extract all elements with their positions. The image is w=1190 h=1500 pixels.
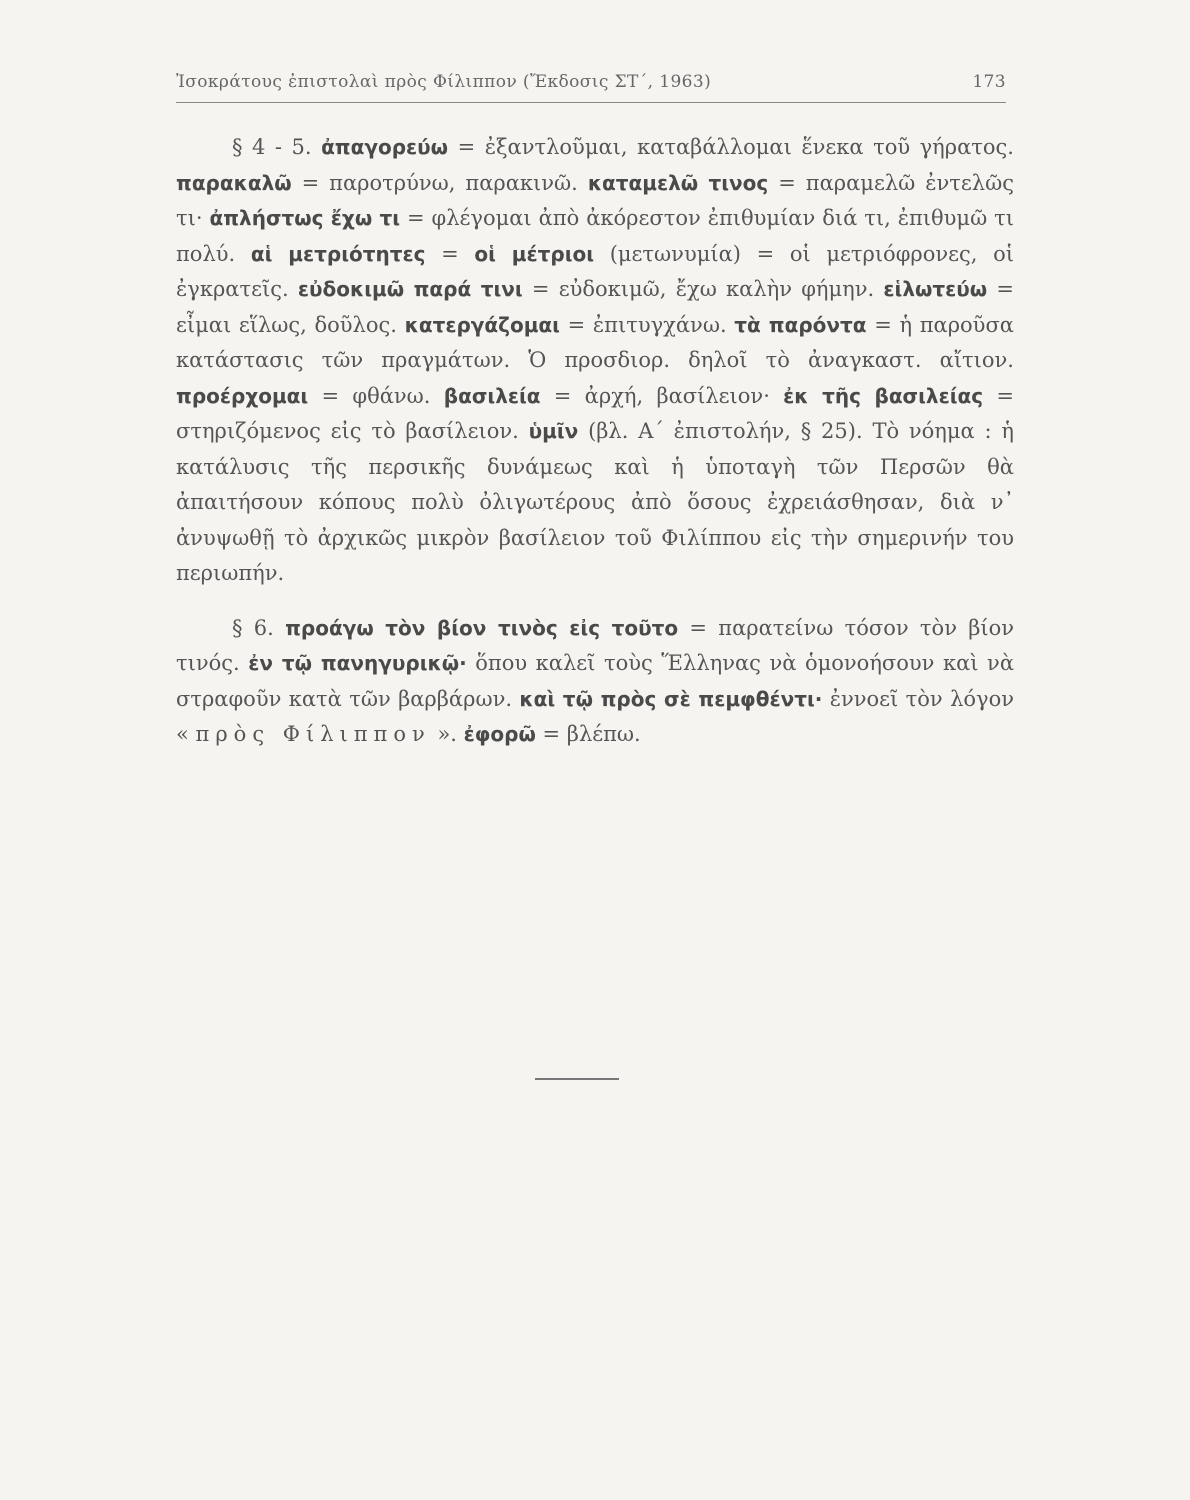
gloss-text: = ἡ παροῦσα κατάστασις τῶν πραγμάτων. Ὁ προσδιορ. δηλοῖ τὸ ἀναγκαστ. αἴτιον. bbox=[176, 312, 1014, 372]
gloss-text: § 4 - 5. bbox=[232, 135, 322, 159]
gloss-text: = παραμελῶ ἐντελῶς τι· bbox=[176, 170, 1014, 230]
spaced-title: πρὸς Φίλιππον bbox=[195, 722, 431, 746]
lemma-term: ἐκ τῆς βασιλείας bbox=[783, 383, 984, 408]
gloss-text: = παροτρύνω, παρακινῶ. bbox=[291, 170, 588, 195]
page-header bbox=[176, 72, 1006, 92]
header-rule bbox=[176, 102, 1006, 103]
lemma-term: καὶ τῷ πρὸς σὲ πεμφθέντι· bbox=[519, 686, 823, 711]
gloss-text: = ἐξαντλοῦμαι, καταβάλλομαι ἕνεκα τοῦ γήρατος. bbox=[448, 135, 1014, 159]
closing-rule bbox=[535, 1078, 619, 1080]
lemma-term: ἀπαγορεύω bbox=[321, 135, 449, 159]
running-title: Ἰσοκράτους ἐπιστολαὶ πρὸς Φίλιππον (Ἔκδοσις ΣΤ΄, 1963) bbox=[176, 72, 712, 92]
gloss-text: = φθάνω. bbox=[308, 383, 444, 408]
paragraph-section-6 bbox=[176, 611, 1014, 753]
lemma-term: προέρχομαι bbox=[176, 383, 309, 408]
lemma-term: βασιλεία bbox=[443, 383, 541, 408]
gloss-text: = ἀρχή, βασίλειον· bbox=[540, 383, 784, 408]
gloss-text: = ἐπιτυγχάνω. bbox=[559, 312, 735, 337]
paragraph-section-4-5 bbox=[176, 130, 1014, 592]
lemma-term: ἀπλήστως ἔχω τι bbox=[209, 206, 400, 230]
lemma-term: ἐν τῷ πανηγυρικῷ· bbox=[248, 651, 467, 675]
lemma-term: ἐφορῶ bbox=[463, 722, 536, 746]
lemma-term: ὑμῖν bbox=[528, 419, 579, 443]
lemma-term: κατεργάζομαι bbox=[404, 312, 560, 337]
gloss-text: ἐννοεῖ τὸν λόγον « bbox=[176, 686, 1014, 746]
gloss-text: = στηριζόμενος εἰς τὸ βασίλειον. bbox=[176, 383, 1014, 443]
lemma-term: εὐδοκιμῶ παρά τινι bbox=[297, 277, 523, 301]
gloss-text: ὅπου καλεῖ τοὺς Ἕλληνας νὰ ὁμονοήσουν καὶ νὰ στραφοῦν κατὰ τῶν βαρβάρων. bbox=[176, 651, 1015, 711]
page-number: 173 bbox=[972, 72, 1006, 92]
lemma-term: οἱ μέτριοι bbox=[474, 241, 595, 266]
gloss-text: = bbox=[425, 241, 475, 266]
lemma-term: παρακαλῶ bbox=[176, 170, 292, 195]
gloss-text: § 6. bbox=[232, 615, 286, 640]
gloss-text: = φλέγομαι ἀπὸ ἀκόρεστον ἐπιθυμίαν διά τι, ἐπιθυμῶ τι πολύ. bbox=[176, 206, 1015, 266]
lemma-term: τὰ παρόντα bbox=[734, 312, 867, 337]
gloss-text: = παρατείνω τόσον τὸν βίον τινός. bbox=[176, 615, 1015, 675]
gloss-text: = εὐδοκιμῶ, ἔχω καλὴν φήμην. bbox=[522, 277, 884, 301]
gloss-text: = εἶμαι εἵλως, δοῦλος. bbox=[176, 277, 1014, 337]
gloss-text: = βλέπω. bbox=[535, 722, 641, 746]
lemma-term: εἱλωτεύω bbox=[883, 277, 988, 301]
gloss-text: (βλ. Α΄ ἐπιστολήν, § 25). Τὸ νόημα : ἡ κατάλυσις τῆς περσικῆς δυνάμεως καὶ ἡ ὑποταγὴ τῶν Περσῶν θὰ ἀπαιτήσουν κόπους πολὺ ὀλιγωτέρους ἀπὸ ὅσους ἐχρειάσθησαν, διὰ ν᾿ ἀνυψωθῇ τὸ ἀρχικῶς μικρὸν βασίλειον τοῦ Φιλίππου εἰς τὴν σημερινήν του περιωπήν. bbox=[176, 419, 1014, 585]
lemma-term: καταμελῶ τινος bbox=[587, 170, 769, 195]
lemma-term: αἱ μετριότητες bbox=[250, 241, 426, 266]
lemma-term: προάγω τὸν βίον τινὸς εἰς τοῦτο bbox=[285, 615, 679, 640]
commentary-text bbox=[176, 130, 1014, 753]
gloss-text: (μετωνυμία) = οἱ μετριόφρονες, οἱ ἐγκρατεῖς. bbox=[176, 241, 1014, 301]
gloss-text: ». bbox=[430, 722, 464, 746]
